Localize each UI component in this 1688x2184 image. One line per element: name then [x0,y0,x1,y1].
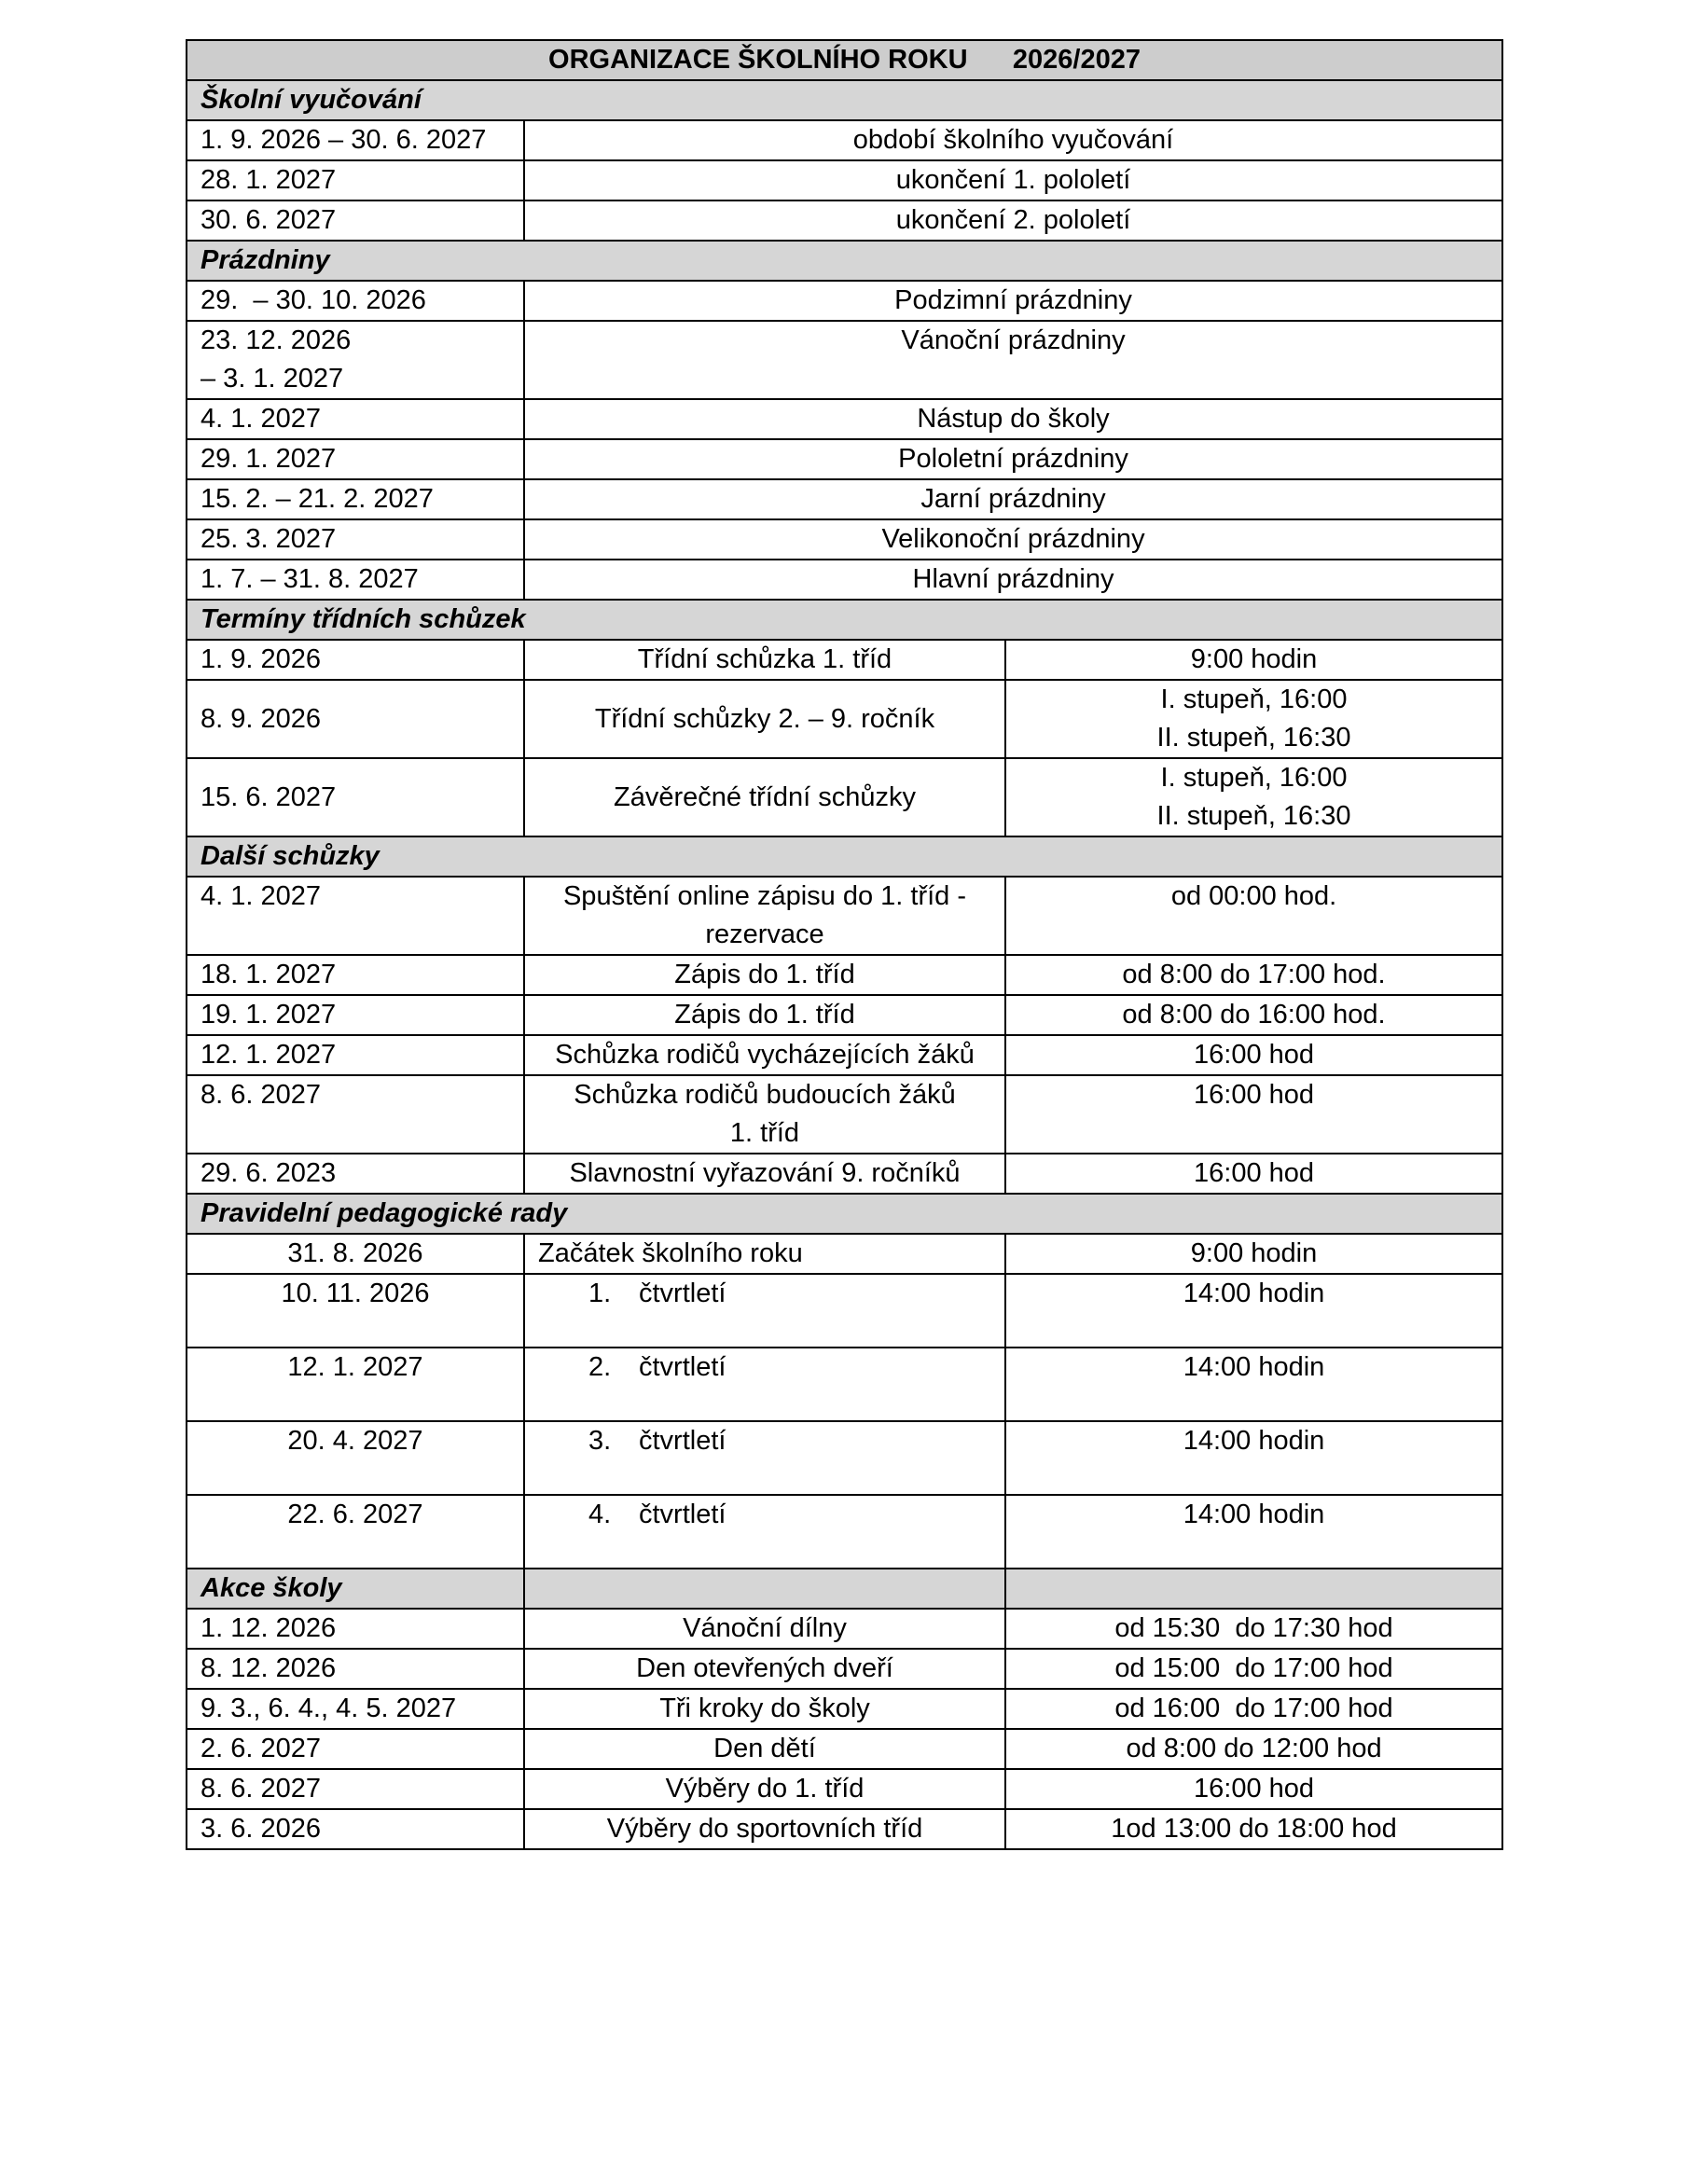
school-year-table [186,39,1503,1850]
event-cell: ukončení 2. pololetí [524,200,1502,241]
event-cell: Schůzka rodičů vycházejících žáků [524,1035,1005,1075]
date-cell: 4. 1. 2027 [187,877,524,955]
time-cell: od 15:30 do 17:30 hod [1005,1609,1502,1649]
table-row [187,1769,1502,1809]
time-cell: od 8:00 do 16:00 hod. [1005,995,1502,1035]
event-cell: Velikonoční prázdniny [524,519,1502,560]
time-cell: od 15:00 do 17:00 hod [1005,1649,1502,1689]
time-line: I. stupeň, 16:00 [1160,684,1348,714]
event-cell: Vánoční dílny [524,1609,1005,1649]
time-cell: 1od 13:00 do 18:00 hod [1005,1809,1502,1849]
table-row [187,877,1502,955]
table-row [187,479,1502,519]
date-cell: 9. 3., 6. 4., 4. 5. 2027 [187,1689,524,1729]
event-cell [524,1421,1005,1495]
table-row [187,1035,1502,1075]
time-line: II. stupeň, 16:30 [1156,801,1351,831]
event-cell: Zápis do 1. tříd [524,995,1005,1035]
date-cell: 3. 6. 2026 [187,1809,524,1849]
table-row [187,560,1502,600]
table-row [187,758,1502,836]
date-cell: 20. 4. 2027 [187,1421,524,1495]
event-cell: Vánoční prázdniny [524,321,1502,399]
date-cell: 25. 3. 2027 [187,519,524,560]
time-cell [1005,758,1502,836]
table-row [187,1649,1502,1689]
date-cell: 29. 1. 2027 [187,439,524,479]
date-cell: 1. 7. – 31. 8. 2027 [187,560,524,600]
table-row [187,1348,1502,1421]
event-cell [524,1348,1005,1421]
table-row [187,1809,1502,1849]
section-header [187,1569,1502,1609]
time-cell: 14:00 hodin [1005,1421,1502,1495]
event-cell: Začátek školního roku [524,1234,1005,1274]
event-line: 1. tříd [729,1118,800,1148]
date-cell: 18. 1. 2027 [187,955,524,995]
time-cell: 14:00 hodin [1005,1348,1502,1421]
event-cell: Podzimní prázdniny [524,281,1502,321]
time-cell: od 00:00 hod. [1005,877,1502,955]
table-row [187,321,1502,399]
time-cell: 16:00 hod [1005,1154,1502,1194]
table-row [187,1609,1502,1649]
table-row [187,200,1502,241]
event-text: čtvrtletí [639,1426,726,1456]
table-row [187,955,1502,995]
time-cell: od 8:00 do 17:00 hod. [1005,955,1502,995]
date-cell: 10. 11. 2026 [187,1274,524,1348]
event-text: čtvrtletí [639,1279,726,1308]
table-row [187,439,1502,479]
date-cell: 1. 9. 2026 – 30. 6. 2027 [187,120,524,160]
date-cell: 30. 6. 2027 [187,200,524,241]
event-cell: Třídní schůzky 2. – 9. ročník [524,680,1005,758]
date-cell: 8. 12. 2026 [187,1649,524,1689]
event-cell: Výběry do 1. tříd [524,1769,1005,1809]
time-cell: 9:00 hodin [1005,640,1502,680]
table-row [187,1689,1502,1729]
section-header [187,1194,1502,1234]
event-cell [524,877,1005,955]
section-blank [524,1569,1005,1609]
date-cell: 8. 6. 2027 [187,1769,524,1809]
date-cell: 29. – 30. 10. 2026 [187,281,524,321]
section-header [187,241,1502,281]
table-row [187,1274,1502,1348]
event-cell: ukončení 1. pololetí [524,160,1502,200]
date-cell: 15. 2. – 21. 2. 2027 [187,479,524,519]
event-cell: Den dětí [524,1729,1005,1769]
date-cell: 15. 6. 2027 [187,758,524,836]
table-row [187,281,1502,321]
document-title: ORGANIZACE ŠKOLNÍHO ROKU 2026/2027 [187,40,1502,80]
date-cell: 12. 1. 2027 [187,1035,524,1075]
event-cell: Třídní schůzka 1. tříd [524,640,1005,680]
time-cell [1005,680,1502,758]
date-line: 23. 12. 2026 [201,325,352,355]
date-cell: 22. 6. 2027 [187,1495,524,1569]
table-row [187,640,1502,680]
event-cell: Výběry do sportovních tříd [524,1809,1005,1849]
section-title: Školní vyučování [187,80,1502,120]
event-line: Spuštění online zápisu do 1. tříd - [562,881,967,911]
date-cell: 8. 9. 2026 [187,680,524,758]
event-cell: Tři kroky do školy [524,1689,1005,1729]
event-cell: Den otevřených dveří [524,1649,1005,1689]
event-cell: Hlavní prázdniny [524,560,1502,600]
time-cell: od 16:00 do 17:00 hod [1005,1689,1502,1729]
table-row [187,1495,1502,1569]
section-title: Akce školy [187,1569,524,1609]
date-cell: 29. 6. 2023 [187,1154,524,1194]
section-blank [1005,1569,1502,1609]
table-row [187,680,1502,758]
date-cell: 4. 1. 2027 [187,399,524,439]
date-line: – 3. 1. 2027 [201,364,344,394]
school-year-document [186,39,1501,1850]
event-cell: Jarní prázdniny [524,479,1502,519]
table-row [187,1729,1502,1769]
event-text: čtvrtletí [639,1352,726,1382]
date-cell: 19. 1. 2027 [187,995,524,1035]
event-line: Schůzka rodičů budoucích žáků [574,1080,956,1110]
list-number: 3. [588,1426,612,1456]
time-cell: od 8:00 do 12:00 hod [1005,1729,1502,1769]
date-cell: 8. 6. 2027 [187,1075,524,1154]
table-row [187,1154,1502,1194]
event-cell [524,1495,1005,1569]
time-cell: 14:00 hodin [1005,1495,1502,1569]
table-row [187,120,1502,160]
event-cell: Zápis do 1. tříd [524,955,1005,995]
list-number: 1. [588,1279,612,1308]
table-row [187,1234,1502,1274]
time-line: II. stupeň, 16:30 [1156,723,1351,753]
time-line: I. stupeň, 16:00 [1160,763,1348,793]
date-cell: 31. 8. 2026 [187,1234,524,1274]
time-cell: 16:00 hod [1005,1035,1502,1075]
table-row [187,995,1502,1035]
section-title: Prázdniny [187,241,1502,281]
event-cell: Nástup do školy [524,399,1502,439]
time-cell: 9:00 hodin [1005,1234,1502,1274]
date-cell: 12. 1. 2027 [187,1348,524,1421]
event-cell: Pololetní prázdniny [524,439,1502,479]
list-number: 4. [588,1500,612,1529]
event-cell [524,1274,1005,1348]
table-row [187,1075,1502,1154]
event-text: čtvrtletí [639,1500,726,1529]
title-row [187,40,1502,80]
time-cell: 14:00 hodin [1005,1274,1502,1348]
section-title: Termíny třídních schůzek [187,600,1502,640]
date-cell: 1. 9. 2026 [187,640,524,680]
time-cell: 16:00 hod [1005,1769,1502,1809]
date-cell: 1. 12. 2026 [187,1609,524,1649]
table-row [187,1421,1502,1495]
list-number: 2. [588,1352,612,1382]
section-title: Další schůzky [187,836,1502,877]
table-row [187,160,1502,200]
date-cell: 28. 1. 2027 [187,160,524,200]
section-header [187,836,1502,877]
date-cell [187,321,524,399]
section-title: Pravidelní pedagogické rady [187,1194,1502,1234]
section-header [187,80,1502,120]
event-cell: období školního vyučování [524,120,1502,160]
event-line: rezervace [705,919,824,949]
event-cell: Závěrečné třídní schůzky [524,758,1005,836]
time-cell: 16:00 hod [1005,1075,1502,1154]
event-cell [524,1075,1005,1154]
date-cell: 2. 6. 2027 [187,1729,524,1769]
section-header [187,600,1502,640]
event-cell: Slavnostní vyřazování 9. ročníků [524,1154,1005,1194]
table-row [187,519,1502,560]
table-row [187,399,1502,439]
